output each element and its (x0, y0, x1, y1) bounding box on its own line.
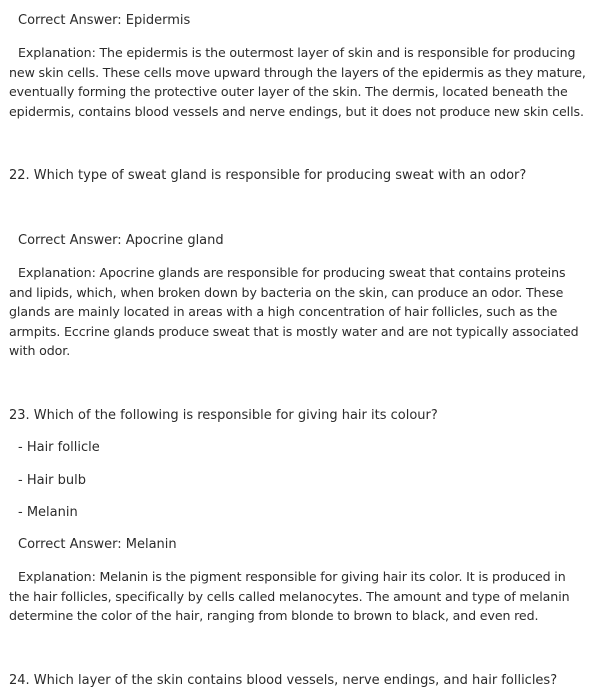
q23-option-3: - Melanin (18, 505, 78, 520)
q22-correct-answer: Correct Answer: Apocrine gland (18, 233, 224, 248)
q23-question: 23. Which of the following is responsible for giving hair its colour? (9, 408, 438, 423)
q24-question: 24. Which layer of the skin contains blood vessels, nerve endings, and hair follicles? (9, 673, 558, 688)
q21-explanation: Explanation: The epidermis is the outermost layer of skin and is responsible for producing new skin cells. These cells move upward through the layers of the epidermis as they mature, eventually forming the protective outer layer of the skin. The dermis, located beneath the epidermis, contains blood vessels and nerve endings, but it does not produce new skin cells. (9, 45, 586, 119)
q22-explanation: Explanation: Apocrine glands are responsible for producing sweat that contains proteins and lipids, which, when broken down by bacteria on the skin, can produce an odor. These glands are mainly located in areas with a high concentration of hair follicles, such as the armpits. Eccrine glands produce sweat that is mostly water and are not typically associated with odor. (9, 265, 579, 359)
q22-question: 22. Which type of sweat gland is responsible for producing sweat with an odor? (9, 168, 527, 183)
q23-explanation: Explanation: Melanin is the pigment responsible for giving hair its color. It is produced in the hair follicles, specifically by cells called melanocytes. The amount and type of melanin determine the color of the hair, ranging from blonde to brown to black, and even red. (9, 569, 570, 624)
q23-option-1: - Hair follicle (18, 440, 100, 455)
q23-correct-answer: Correct Answer: Melanin (18, 537, 177, 552)
q21-correct-answer: Correct Answer: Epidermis (18, 13, 191, 28)
q23-option-2: - Hair bulb (18, 473, 87, 488)
